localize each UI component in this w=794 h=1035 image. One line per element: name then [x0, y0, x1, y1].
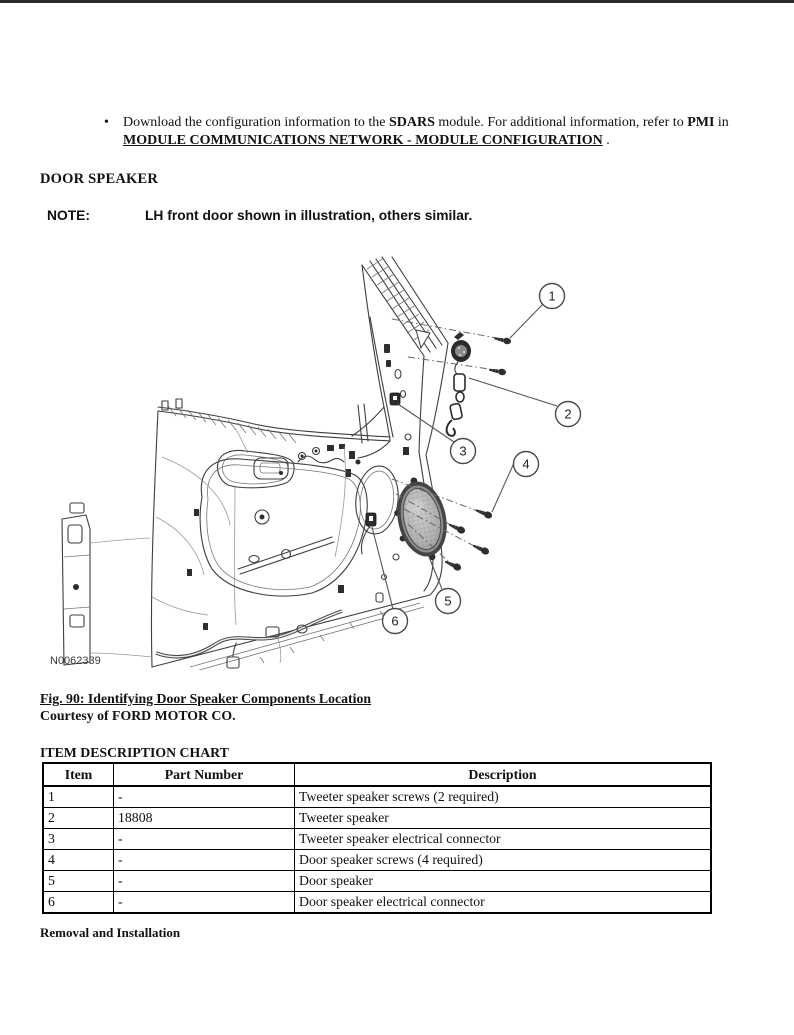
cell-item: 1 — [43, 786, 114, 808]
handle-pocket — [217, 451, 294, 488]
cell-item: 5 — [43, 871, 114, 892]
figure-caption-courtesy: Courtesy of FORD MOTOR CO. — [40, 707, 236, 723]
table-row — [43, 850, 711, 871]
removal-installation-heading: Removal and Installation — [40, 925, 181, 940]
svg-text:5: 5 — [444, 593, 452, 609]
note-block — [47, 208, 472, 223]
cell-description: Tweeter speaker electrical connector — [295, 829, 712, 850]
table-row — [43, 892, 711, 914]
callout-5 — [436, 589, 461, 614]
cell-item: 3 — [43, 829, 114, 850]
tweeter-screw — [489, 367, 507, 376]
config-download-bullet — [100, 114, 740, 149]
callout-2 — [556, 402, 581, 427]
door-hinge-edge — [62, 503, 152, 665]
header-description: Description — [295, 763, 712, 786]
section-heading-door-speaker: DOOR SPEAKER — [40, 171, 159, 187]
cell-part-number: - — [114, 871, 295, 892]
bullet-seg1: Download the configuration information to the — [123, 115, 389, 130]
cell-item: 6 — [43, 892, 114, 914]
table-row — [43, 829, 711, 850]
table-row — [43, 786, 711, 808]
cell-part-number: - — [114, 892, 295, 914]
svg-text:3: 3 — [459, 443, 467, 459]
table-row — [43, 808, 711, 829]
page-top-border — [0, 0, 794, 3]
pmi-term: PMI — [687, 115, 715, 130]
table-header-row — [43, 763, 711, 786]
cell-description: Door speaker — [295, 871, 712, 892]
cell-description: Tweeter speaker — [295, 808, 712, 829]
header-part-number: Part Number — [114, 763, 295, 786]
callout-3 — [451, 439, 476, 464]
tweeter-assembly-item2 — [447, 332, 471, 436]
door-speaker-screw — [444, 558, 462, 571]
wiring-harness — [156, 611, 342, 668]
cell-part-number: - — [114, 786, 295, 808]
svg-text:4: 4 — [522, 456, 530, 472]
note-label: NOTE: — [47, 208, 90, 223]
regulator-hardware — [298, 444, 361, 557]
cell-description: Door speaker screws (4 required) — [295, 850, 712, 871]
table-row — [43, 871, 711, 892]
item-chart-title: ITEM DESCRIPTION CHART — [40, 745, 229, 760]
bullet-text — [123, 114, 740, 149]
callout-6 — [383, 609, 408, 634]
door-speaker-figure — [40, 256, 600, 670]
cell-item: 2 — [43, 808, 114, 829]
cell-part-number: - — [114, 829, 295, 850]
cell-description: Tweeter speaker screws (2 required) — [295, 786, 712, 808]
door-speaker-screw — [472, 542, 490, 555]
note-text: LH front door shown in illustration, others similar. — [145, 208, 473, 223]
svg-text:1: 1 — [548, 288, 556, 304]
cell-item: 4 — [43, 850, 114, 871]
bullet-seg3: in — [714, 115, 729, 130]
callout-4 — [514, 452, 539, 477]
svg-text:6: 6 — [391, 613, 399, 629]
door-speaker-screw — [448, 521, 466, 534]
door-speaker-diagram — [40, 256, 600, 670]
svg-text:2: 2 — [564, 406, 572, 422]
bullet-seg2: module. For additional information, refer to — [434, 115, 688, 130]
sdars-term: SDARS — [388, 115, 435, 130]
tweeter-screw — [494, 335, 512, 345]
cell-part-number: 18808 — [114, 808, 295, 829]
cell-part-number: - — [114, 850, 295, 871]
drawing-number-label: N0062339 — [50, 655, 101, 667]
door-speaker-screw — [475, 507, 493, 520]
callout-1 — [540, 284, 565, 309]
item-description-table — [42, 762, 712, 914]
header-item: Item — [43, 763, 114, 786]
figure-caption — [40, 691, 371, 724]
bullet-icon: • — [104, 115, 109, 130]
figure-caption-title: Fig. 90: Identifying Door Speaker Components Location — [40, 691, 372, 706]
module-config-link[interactable]: MODULE COMMUNICATIONS NETWORK - MODULE CONFIGURATION — [123, 132, 603, 148]
bullet-seg4: . — [602, 132, 610, 148]
cell-description: Door speaker electrical connector — [295, 892, 712, 914]
